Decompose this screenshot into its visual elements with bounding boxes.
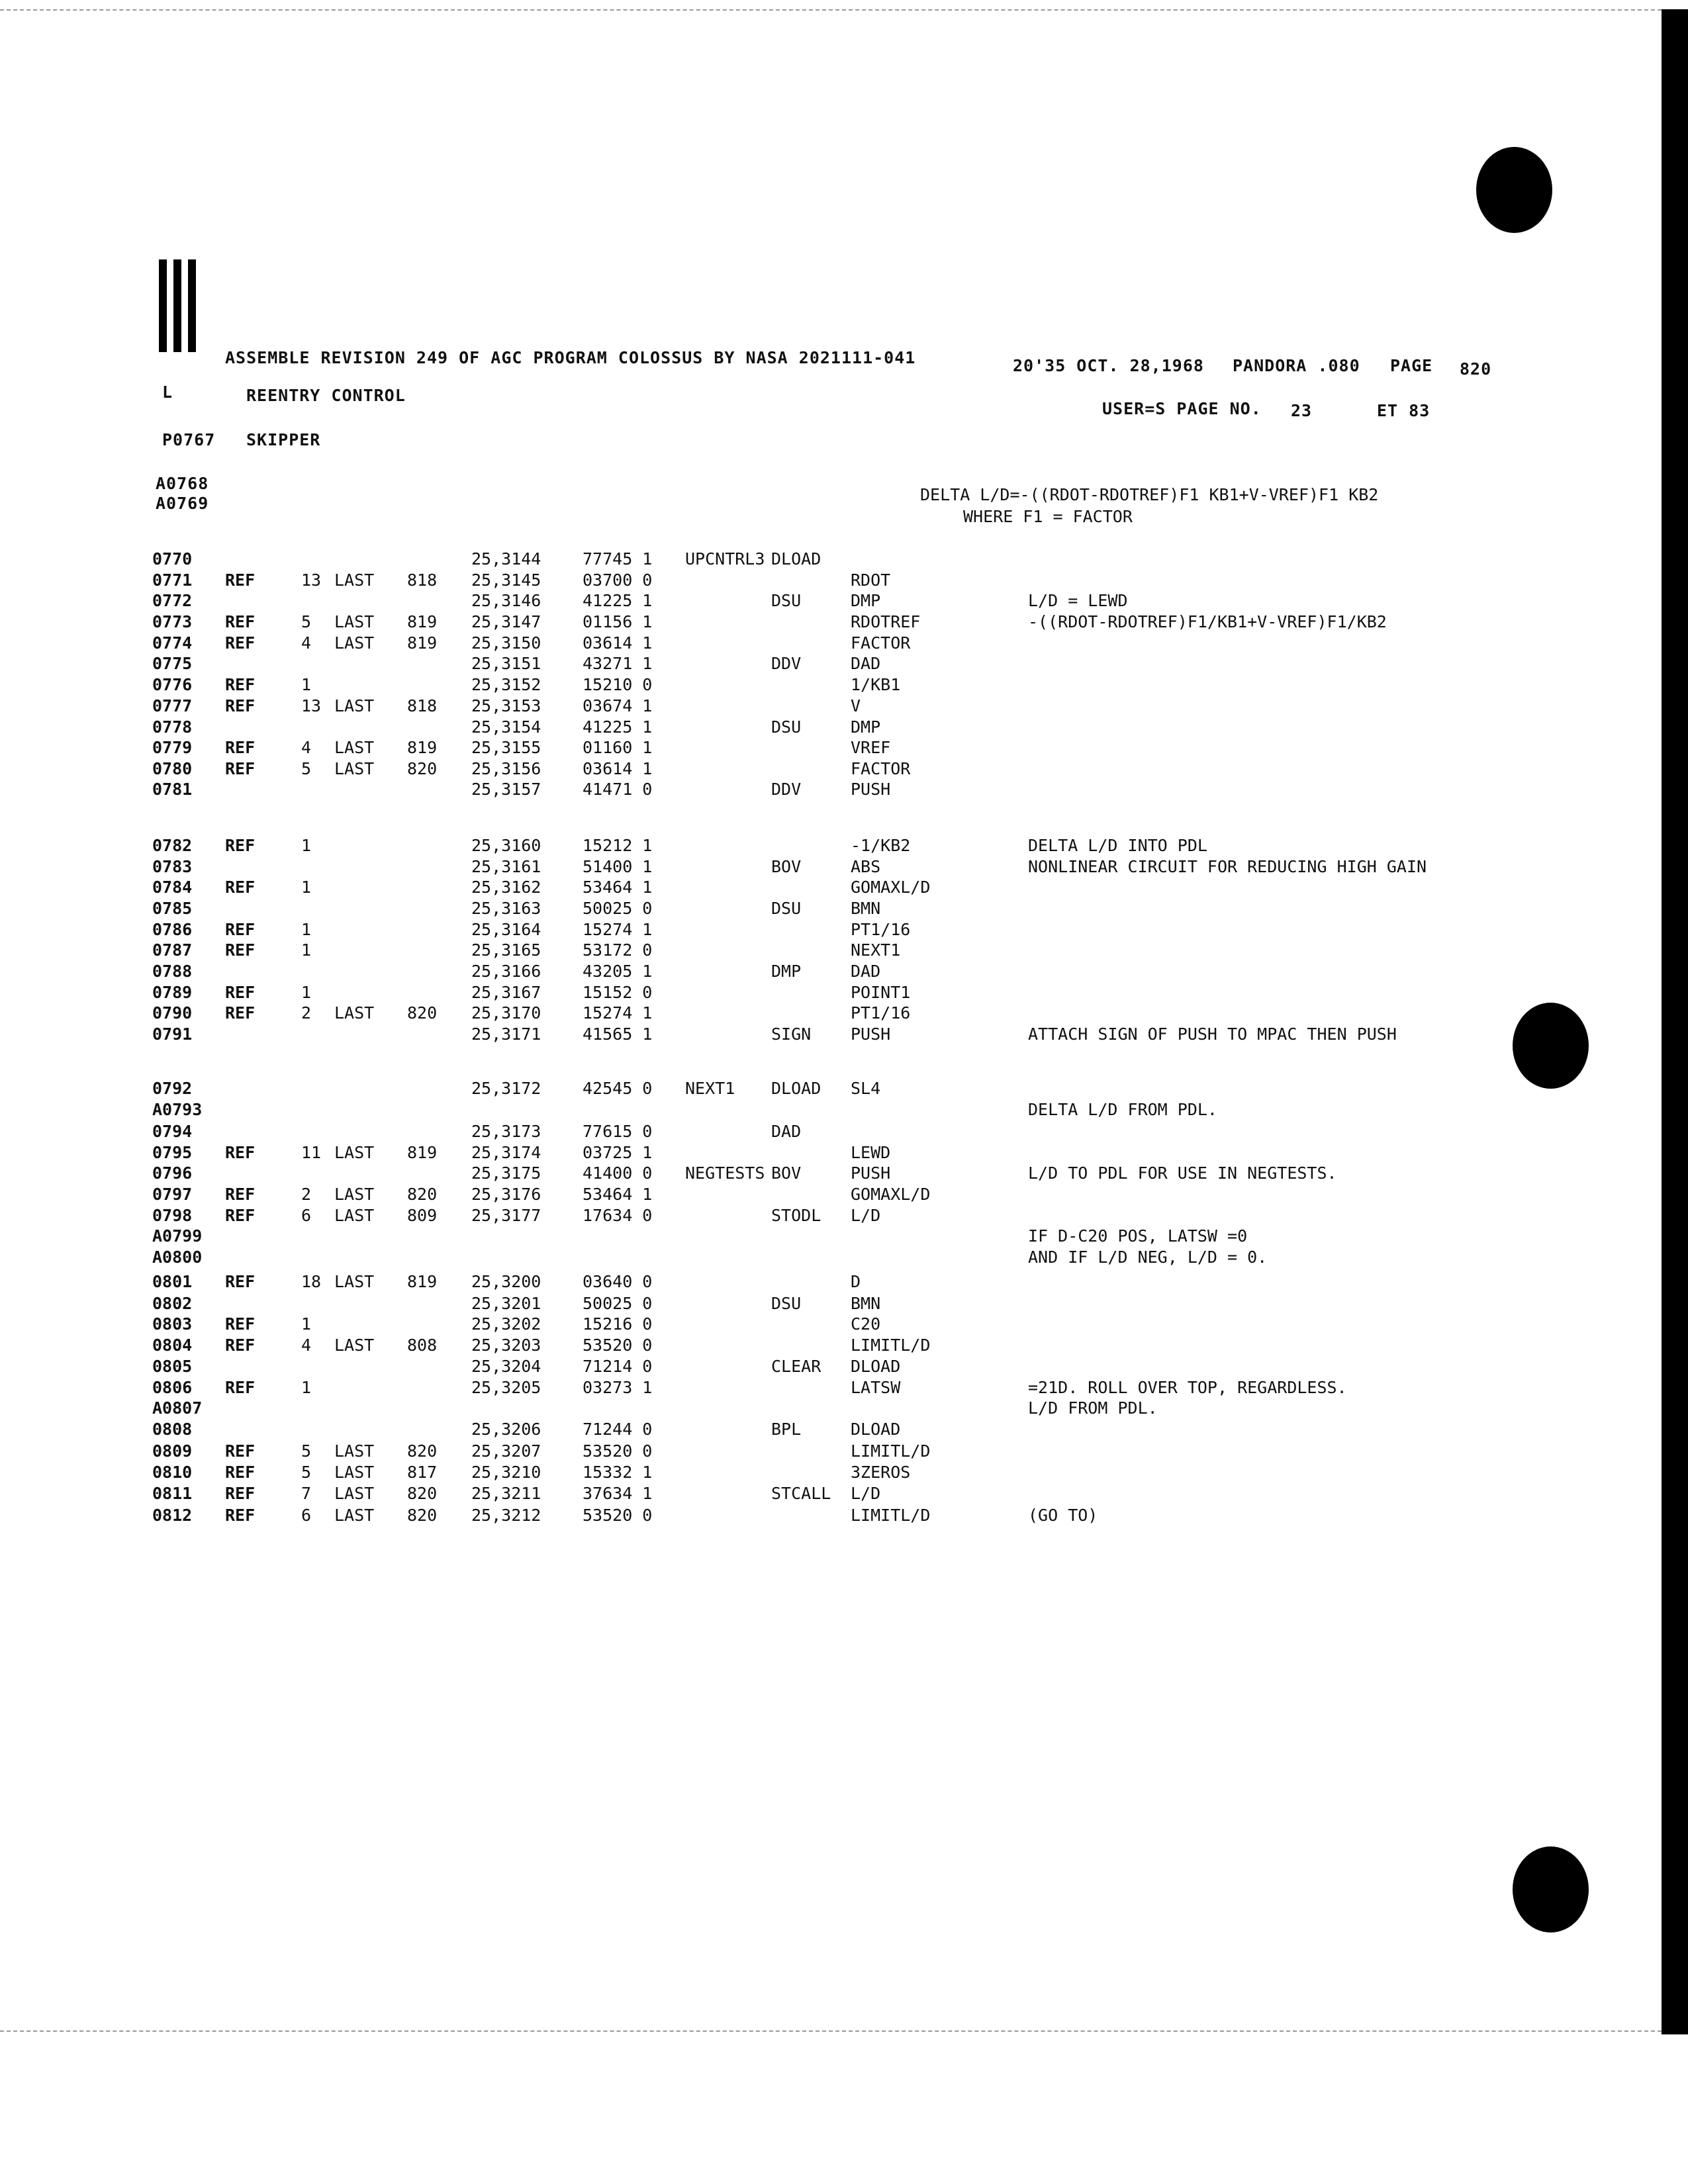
listing-last-cell: LAST <box>334 1143 375 1162</box>
listing-line-cell: 0787 <box>152 940 193 960</box>
listing-lp-cell: 808 <box>407 1336 438 1355</box>
listing-op-cell: DSU <box>771 591 802 610</box>
listing-addr-cell: 25,3152 <box>471 675 541 694</box>
listing-addr-cell: 25,3167 <box>471 983 541 1002</box>
listing-line-cell: 0777 <box>152 696 193 715</box>
listing-line-cell: 0774 <box>152 633 193 653</box>
reference-name: SKIPPER <box>246 430 321 449</box>
listing-timestamp: 20'35 OCT. 28,1968 <box>1013 356 1204 375</box>
listing-rc-cell: 4 <box>301 633 312 653</box>
listing-oct-cell: 42545 0 <box>583 1079 653 1098</box>
listing-opr-cell: DMP <box>851 717 881 737</box>
listing-addr-cell: 25,3205 <box>471 1378 541 1397</box>
listing-opr-cell: RDOT <box>851 570 891 590</box>
listing-line-cell: 0773 <box>152 612 193 631</box>
listing-oct-cell: 71244 0 <box>583 1420 653 1439</box>
listing-addr-cell: 25,3146 <box>471 591 541 610</box>
listing-line-cell: 0811 <box>152 1484 193 1503</box>
listing-op-cell: DSU <box>771 1294 802 1313</box>
listing-oct-cell: 15210 0 <box>583 675 653 694</box>
listing-oct-cell: 71214 0 <box>583 1357 653 1376</box>
listing-lp-cell: 809 <box>407 1206 438 1225</box>
listing-opr-cell: D <box>851 1272 861 1291</box>
listing-rc-cell: 13 <box>301 696 322 715</box>
pre-line-a0769: A0769 <box>156 494 209 513</box>
listing-opr-cell: RDOTREF <box>851 612 921 631</box>
listing-opr-cell: PT1/16 <box>851 1003 911 1023</box>
listing-rc-cell: 4 <box>301 738 312 757</box>
listing-line-cell: 0770 <box>152 549 193 569</box>
listing-oct-cell: 01156 1 <box>583 612 653 631</box>
listing-last-cell: LAST <box>334 633 375 653</box>
listing-lp-cell: 817 <box>407 1463 438 1482</box>
listing-oct-cell: 51400 1 <box>583 857 653 876</box>
listing-lp-cell: 819 <box>407 1272 438 1291</box>
et-marker: ET 83 <box>1377 401 1430 420</box>
listing-opr-cell: DMP <box>851 591 881 610</box>
listing-rc-cell: 1 <box>301 983 312 1002</box>
listing-rep-cell: REF <box>225 738 256 757</box>
listing-rep-cell: REF <box>225 759 256 778</box>
listing-opr-cell: NEXT1 <box>851 940 901 960</box>
listing-lp-cell: 819 <box>407 1143 438 1162</box>
listing-line-cell: 0786 <box>152 920 193 939</box>
punch-hole-middle <box>1513 1003 1589 1089</box>
listing-op-cell: BOV <box>771 1163 802 1183</box>
listing-op-cell: DAD <box>771 1122 802 1141</box>
listing-rep-cell: REF <box>225 1506 256 1525</box>
listing-addr-cell: 25,3207 <box>471 1441 541 1461</box>
listing-opr-cell: ABS <box>851 857 881 876</box>
listing-oct-cell: 03640 0 <box>583 1272 653 1291</box>
listing-oct-cell: 03700 0 <box>583 570 653 590</box>
listing-opr-cell: V <box>851 696 861 715</box>
listing-line-cell: A0807 <box>152 1398 203 1418</box>
listing-rep-cell: REF <box>225 1463 256 1482</box>
listing-addr-cell: 25,3163 <box>471 899 541 918</box>
listing-label-cell: NEXT1 <box>685 1079 735 1098</box>
listing-cmt-cell: L/D FROM PDL. <box>1028 1398 1158 1418</box>
listing-pandora: PANDORA .080 <box>1233 356 1360 375</box>
formula-line-2: WHERE F1 = FACTOR <box>963 507 1133 526</box>
listing-cmt-cell: IF D-C20 POS, LATSW =0 <box>1028 1226 1248 1246</box>
listing-opr-cell: SL4 <box>851 1079 881 1098</box>
listing-rc-cell: 1 <box>301 878 312 897</box>
listing-label-cell: NEGTESTS <box>685 1163 765 1183</box>
listing-line-cell: 0803 <box>152 1314 193 1334</box>
listing-opr-cell: 1/KB1 <box>851 675 901 694</box>
listing-line-cell: 0778 <box>152 717 193 737</box>
listing-oct-cell: 15332 1 <box>583 1463 653 1482</box>
listing-line-cell: 0796 <box>152 1163 193 1183</box>
listing-cmt-cell: AND IF L/D NEG, L/D = 0. <box>1028 1248 1268 1267</box>
listing-opr-cell: LIMITL/D <box>851 1506 931 1525</box>
listing-oct-cell: 43205 1 <box>583 962 653 981</box>
section-title: REENTRY CONTROL <box>246 386 406 405</box>
listing-addr-cell: 25,3145 <box>471 570 541 590</box>
listing-addr-cell: 25,3164 <box>471 920 541 939</box>
listing-oct-cell: 41225 1 <box>583 591 653 610</box>
listing-line-cell: 0812 <box>152 1506 193 1525</box>
listing-addr-cell: 25,3153 <box>471 696 541 715</box>
listing-line-cell: 0783 <box>152 857 193 876</box>
listing-oct-cell: 03614 1 <box>583 759 653 778</box>
listing-op-cell: CLEAR <box>771 1357 821 1376</box>
listing-rep-cell: REF <box>225 1206 256 1225</box>
listing-opr-cell: LIMITL/D <box>851 1336 931 1355</box>
listing-rep-cell: REF <box>225 675 256 694</box>
listing-lp-cell: 820 <box>407 1506 438 1525</box>
listing-rep-cell: REF <box>225 878 256 897</box>
listing-opr-cell: GOMAXL/D <box>851 878 931 897</box>
listing-opr-cell: DLOAD <box>851 1420 901 1439</box>
listing-label-cell: UPCNTRL3 <box>685 549 765 569</box>
listing-line-cell: 0809 <box>152 1441 193 1461</box>
listing-op-cell: STCALL <box>771 1484 831 1503</box>
listing-oct-cell: 01160 1 <box>583 738 653 757</box>
listing-opr-cell: DLOAD <box>851 1357 901 1376</box>
listing-rep-cell: REF <box>225 612 256 631</box>
listing-addr-cell: 25,3144 <box>471 549 541 569</box>
listing-addr-cell: 25,3177 <box>471 1206 541 1225</box>
listing-addr-cell: 25,3156 <box>471 759 541 778</box>
listing-rc-cell: 1 <box>301 836 312 855</box>
listing-rep-cell: REF <box>225 1314 256 1334</box>
listing-lp-cell: 820 <box>407 759 438 778</box>
listing-oct-cell: 53172 0 <box>583 940 653 960</box>
listing-addr-cell: 25,3212 <box>471 1506 541 1525</box>
listing-rc-cell: 18 <box>301 1272 322 1291</box>
listing-oct-cell: 53464 1 <box>583 878 653 897</box>
listing-rep-cell: REF <box>225 1336 256 1355</box>
listing-line-cell: 0784 <box>152 878 193 897</box>
listing-rep-cell: REF <box>225 696 256 715</box>
listing-line-cell: 0779 <box>152 738 193 757</box>
listing-rep-cell: REF <box>225 1003 256 1023</box>
listing-addr-cell: 25,3176 <box>471 1185 541 1204</box>
listing-oct-cell: 50025 0 <box>583 899 653 918</box>
listing-line-cell: 0794 <box>152 1122 193 1141</box>
listing-addr-cell: 25,3173 <box>471 1122 541 1141</box>
listing-last-cell: LAST <box>334 1003 375 1023</box>
reference-line: P0767 <box>162 430 216 449</box>
listing-line-cell: 0810 <box>152 1463 193 1482</box>
listing-oct-cell: 15274 1 <box>583 1003 653 1023</box>
listing-addr-cell: 25,3151 <box>471 654 541 673</box>
listing-addr-cell: 25,3204 <box>471 1357 541 1376</box>
listing-rep-cell: REF <box>225 1378 256 1397</box>
listing-rc-cell: 2 <box>301 1003 312 1023</box>
pre-line-a0768: A0768 <box>156 474 209 493</box>
listing-oct-cell: 15152 0 <box>583 983 653 1002</box>
page-number: 820 <box>1460 359 1492 379</box>
listing-last-cell: LAST <box>334 612 375 631</box>
listing-addr-cell: 25,3172 <box>471 1079 541 1098</box>
listing-oct-cell: 77745 1 <box>583 549 653 569</box>
top-tear-line <box>0 9 1675 11</box>
listing-line-cell: 0776 <box>152 675 193 694</box>
listing-rc-cell: 4 <box>301 1336 312 1355</box>
listing-line-cell: 0789 <box>152 983 193 1002</box>
listing-lp-cell: 819 <box>407 738 438 757</box>
listing-oct-cell: 41565 1 <box>583 1024 653 1044</box>
listing-cmt-cell: L/D = LEWD <box>1028 591 1128 610</box>
listing-lp-cell: 820 <box>407 1185 438 1204</box>
listing-lp-cell: 818 <box>407 696 438 715</box>
listing-opr-cell: C20 <box>851 1314 881 1334</box>
listing-oct-cell: 15212 1 <box>583 836 653 855</box>
listing-line-cell: 0782 <box>152 836 193 855</box>
listing-rc-cell: 5 <box>301 759 312 778</box>
listing-last-cell: LAST <box>334 1272 375 1291</box>
listing-cmt-cell: (GO TO) <box>1028 1506 1098 1525</box>
listing-opr-cell: 3ZEROS <box>851 1463 911 1482</box>
listing-rc-cell: 1 <box>301 1314 312 1334</box>
listing-rep-cell: REF <box>225 836 256 855</box>
listing-addr-cell: 25,3161 <box>471 857 541 876</box>
listing-oct-cell: 37634 1 <box>583 1484 653 1503</box>
listing-op-cell: DSU <box>771 899 802 918</box>
listing-last-cell: LAST <box>334 1441 375 1461</box>
listing-lp-cell: 819 <box>407 612 438 631</box>
listing-rep-cell: REF <box>225 920 256 939</box>
listing-opr-cell: L/D <box>851 1484 881 1503</box>
punch-hole-top <box>1476 147 1552 233</box>
listing-last-cell: LAST <box>334 1484 375 1503</box>
page-label: PAGE <box>1390 356 1433 375</box>
listing-cmt-cell: DELTA L/D FROM PDL. <box>1028 1100 1217 1119</box>
listing-oct-cell: 53520 0 <box>583 1336 653 1355</box>
user-page-label: USER=S PAGE NO. <box>1102 399 1262 418</box>
listing-line-cell: 0772 <box>152 591 193 610</box>
listing-oct-cell: 03273 1 <box>583 1378 653 1397</box>
listing-addr-cell: 25,3154 <box>471 717 541 737</box>
listing-addr-cell: 25,3162 <box>471 878 541 897</box>
formula-line-1: DELTA L/D=-((RDOT-RDOTREF)F1 KB1+V-VREF)F1 KB2 <box>920 485 1379 504</box>
listing-cmt-cell: DELTA L/D INTO PDL <box>1028 836 1207 855</box>
listing-opr-cell: L/D <box>851 1206 881 1225</box>
listing-addr-cell: 25,3170 <box>471 1003 541 1023</box>
listing-line-cell: A0793 <box>152 1100 203 1119</box>
listing-op-cell: STODL <box>771 1206 821 1225</box>
listing-cmt-cell: -((RDOT-RDOTREF)F1/KB1+V-VREF)F1/KB2 <box>1028 612 1387 631</box>
listing-last-cell: LAST <box>334 570 375 590</box>
listing-cmt-cell: L/D TO PDL FOR USE IN NEGTESTS. <box>1028 1163 1337 1183</box>
listing-addr-cell: 25,3157 <box>471 780 541 799</box>
listing-rep-cell: REF <box>225 940 256 960</box>
listing-lp-cell: 820 <box>407 1484 438 1503</box>
listing-opr-cell: DAD <box>851 962 881 981</box>
listing-addr-cell: 25,3202 <box>471 1314 541 1334</box>
listing-rc-cell: 1 <box>301 675 312 694</box>
listing-line-cell: 0798 <box>152 1206 193 1225</box>
listing-last-cell: LAST <box>334 1463 375 1482</box>
listing-oct-cell: 17634 0 <box>583 1206 653 1225</box>
listing-last-cell: LAST <box>334 696 375 715</box>
listing-oct-cell: 03614 1 <box>583 633 653 653</box>
listing-op-cell: BOV <box>771 857 802 876</box>
listing-oct-cell: 50025 0 <box>583 1294 653 1313</box>
listing-op-cell: DLOAD <box>771 549 821 569</box>
listing-line-cell: 0775 <box>152 654 193 673</box>
listing-addr-cell: 25,3147 <box>471 612 541 631</box>
listing-opr-cell: LEWD <box>851 1143 891 1162</box>
listing-rc-cell: 1 <box>301 920 312 939</box>
listing-op-cell: BPL <box>771 1420 802 1439</box>
listing-rc-cell: 1 <box>301 940 312 960</box>
listing-last-cell: LAST <box>334 1336 375 1355</box>
listing-last-cell: LAST <box>334 1185 375 1204</box>
listing-op-cell: DDV <box>771 780 802 799</box>
listing-line-cell: 0781 <box>152 780 193 799</box>
listing-opr-cell: PT1/16 <box>851 920 911 939</box>
listing-rep-cell: REF <box>225 1272 256 1291</box>
listing-opr-cell: PUSH <box>851 1163 891 1183</box>
listing-addr-cell: 25,3200 <box>471 1272 541 1291</box>
listing-rc-cell: 6 <box>301 1206 312 1225</box>
listing-op-cell: DLOAD <box>771 1079 821 1098</box>
punch-hole-bottom <box>1513 1846 1589 1933</box>
listing-addr-cell: 25,3165 <box>471 940 541 960</box>
listing-oct-cell: 15274 1 <box>583 920 653 939</box>
listing-line-cell: 0788 <box>152 962 193 981</box>
listing-line-cell: 0808 <box>152 1420 193 1439</box>
listing-addr-cell: 25,3160 <box>471 836 541 855</box>
listing-rep-cell: REF <box>225 1185 256 1204</box>
listing-rc-cell: 13 <box>301 570 322 590</box>
listing-rep-cell: REF <box>225 1441 256 1461</box>
listing-addr-cell: 25,3174 <box>471 1143 541 1162</box>
listing-addr-cell: 25,3206 <box>471 1420 541 1439</box>
listing-opr-cell: FACTOR <box>851 759 911 778</box>
listing-rep-cell: REF <box>225 570 256 590</box>
listing-line-cell: A0800 <box>152 1248 203 1267</box>
listing-rc-cell: 5 <box>301 1463 312 1482</box>
listing-cmt-cell: ATTACH SIGN OF PUSH TO MPAC THEN PUSH <box>1028 1024 1397 1044</box>
listing-opr-cell: GOMAXL/D <box>851 1185 931 1204</box>
listing-lp-cell: 820 <box>407 1003 438 1023</box>
listing-last-cell: LAST <box>334 759 375 778</box>
listing-opr-cell: BMN <box>851 899 881 918</box>
listing-line-cell: 0790 <box>152 1003 193 1023</box>
listing-line-cell: 0804 <box>152 1336 193 1355</box>
listing-op-cell: DDV <box>771 654 802 673</box>
section-marker: L <box>162 383 173 402</box>
listing-rc-cell: 5 <box>301 612 312 631</box>
listing-oct-cell: 03674 1 <box>583 696 653 715</box>
listing-title: ASSEMBLE REVISION 249 OF AGC PROGRAM COLOSSUS BY NASA 2021111-041 <box>225 348 916 367</box>
listing-oct-cell: 03725 1 <box>583 1143 653 1162</box>
listing-lp-cell: 820 <box>407 1441 438 1461</box>
listing-addr-cell: 25,3150 <box>471 633 541 653</box>
listing-addr-cell: 25,3201 <box>471 1294 541 1313</box>
listing-last-cell: LAST <box>334 1506 375 1525</box>
listing-rc-cell: 11 <box>301 1143 322 1162</box>
listing-op-cell: DSU <box>771 717 802 737</box>
listing-opr-cell: LATSW <box>851 1378 901 1397</box>
listing-opr-cell: -1/KB2 <box>851 836 911 855</box>
listing-line-cell: 0806 <box>152 1378 193 1397</box>
listing-addr-cell: 25,3175 <box>471 1163 541 1183</box>
listing-addr-cell: 25,3171 <box>471 1024 541 1044</box>
bottom-tear-line <box>0 2030 1668 2032</box>
listing-op-cell: SIGN <box>771 1024 812 1044</box>
listing-rc-cell: 7 <box>301 1484 312 1503</box>
listing-line-cell: 0780 <box>152 759 193 778</box>
listing-rep-cell: REF <box>225 1484 256 1503</box>
listing-cmt-cell: =21D. ROLL OVER TOP, REGARDLESS. <box>1028 1378 1347 1397</box>
listing-last-cell: LAST <box>334 1206 375 1225</box>
listing-opr-cell: VREF <box>851 738 891 757</box>
listing-line-cell: 0801 <box>152 1272 193 1291</box>
listing-line-cell: 0791 <box>152 1024 193 1044</box>
listing-rep-cell: REF <box>225 1143 256 1162</box>
listing-oct-cell: 53464 1 <box>583 1185 653 1204</box>
listing-opr-cell: FACTOR <box>851 633 911 653</box>
listing-rc-cell: 2 <box>301 1185 312 1204</box>
listing-rep-cell: REF <box>225 633 256 653</box>
listing-oct-cell: 53520 0 <box>583 1506 653 1525</box>
listing-oct-cell: 41471 0 <box>583 780 653 799</box>
listing-line-cell: 0785 <box>152 899 193 918</box>
listing-opr-cell: LIMITL/D <box>851 1441 931 1461</box>
listing-line-cell: 0792 <box>152 1079 193 1098</box>
listing-oct-cell: 53520 0 <box>583 1441 653 1461</box>
listing-cmt-cell: NONLINEAR CIRCUIT FOR REDUCING HIGH GAIN <box>1028 857 1427 876</box>
listing-addr-cell: 25,3210 <box>471 1463 541 1482</box>
listing-opr-cell: DAD <box>851 654 881 673</box>
listing-op-cell: DMP <box>771 962 802 981</box>
listing-rc-cell: 1 <box>301 1378 312 1397</box>
listing-last-cell: LAST <box>334 738 375 757</box>
listing-line-cell: A0799 <box>152 1226 203 1246</box>
listing-oct-cell: 41400 0 <box>583 1163 653 1183</box>
scan-edge-bar <box>1662 9 1688 2034</box>
listing-addr-cell: 25,3211 <box>471 1484 541 1503</box>
listing-line-cell: 0805 <box>152 1357 193 1376</box>
listing-addr-cell: 25,3166 <box>471 962 541 981</box>
listing-rc-cell: 6 <box>301 1506 312 1525</box>
listing-rep-cell: REF <box>225 983 256 1002</box>
listing-line-cell: 0771 <box>152 570 193 590</box>
listing-opr-cell: POINT1 <box>851 983 911 1002</box>
listing-oct-cell: 41225 1 <box>583 717 653 737</box>
listing-oct-cell: 77615 0 <box>583 1122 653 1141</box>
listing-opr-cell: PUSH <box>851 780 891 799</box>
margin-bar-mark <box>159 259 205 352</box>
user-page-number: 23 <box>1291 401 1313 420</box>
listing-lp-cell: 819 <box>407 633 438 653</box>
listing-opr-cell: BMN <box>851 1294 881 1313</box>
listing-lp-cell: 818 <box>407 570 438 590</box>
listing-rc-cell: 5 <box>301 1441 312 1461</box>
listing-line-cell: 0797 <box>152 1185 193 1204</box>
listing-addr-cell: 25,3203 <box>471 1336 541 1355</box>
listing-opr-cell: PUSH <box>851 1024 891 1044</box>
listing-line-cell: 0795 <box>152 1143 193 1162</box>
listing-line-cell: 0802 <box>152 1294 193 1313</box>
listing-addr-cell: 25,3155 <box>471 738 541 757</box>
listing-oct-cell: 43271 1 <box>583 654 653 673</box>
listing-oct-cell: 15216 0 <box>583 1314 653 1334</box>
